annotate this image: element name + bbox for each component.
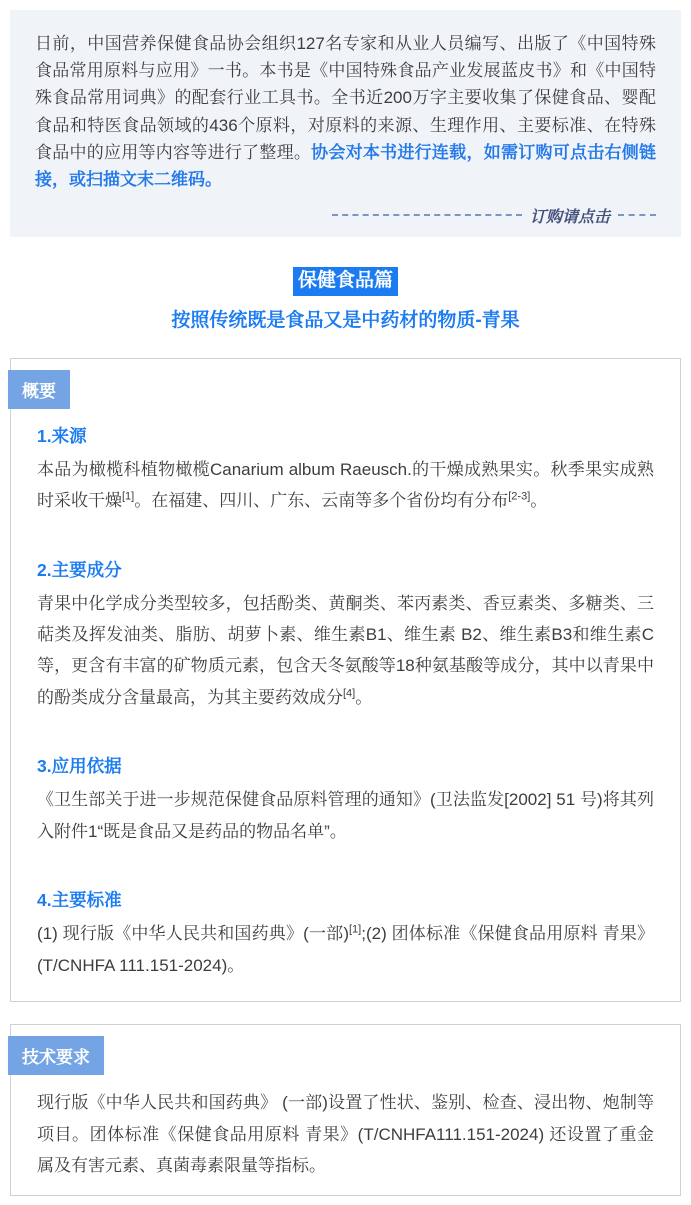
summary-card-tab: 概要 xyxy=(8,370,70,409)
tech-requirements-card xyxy=(10,1024,681,1196)
intro-highlight-text: 协会对本书进行连载，如需订购可点击右侧链接，或扫描文末二维码。 xyxy=(35,142,657,189)
section-application-basis xyxy=(37,753,654,847)
section-paragraph: (1) 现行版《中华人民共和国药典》(一部)[1];(2) 团体标准《保健食品用原料 青果》(T/CNHFA 111.151-2024)。 xyxy=(37,923,654,975)
dashed-divider-right xyxy=(618,214,656,216)
header-area xyxy=(10,267,681,332)
tech-card-paragraph: 现行版《中华人民共和国药典》 (一部)设置了性状、鉴别、检查、浸出物、炮制等项目。团体标准《保健食品用原料 青果》(T/CNHFA111.151-2024) 还设置了重金属及有害元素、真菌毒素限量等指标。 xyxy=(37,1093,654,1175)
tech-card-tab: 技术要求 xyxy=(8,1036,104,1075)
summary-card xyxy=(10,358,681,1002)
category-badge: 保健食品篇 xyxy=(293,267,398,296)
section-heading: 4.主要标准 xyxy=(37,890,122,911)
section-heading: 1.来源 xyxy=(37,425,87,446)
section-components xyxy=(37,557,654,714)
section-heading: 2.主要成分 xyxy=(37,559,122,580)
order-link[interactable]: 订购请点击 xyxy=(529,208,610,226)
section-paragraph: 青果中化学成分类型较多，包括酚类、黄酮类、苯丙素类、香豆素类、多糖类、三萜类及挥发油类、脂肪、胡萝卜素、维生素B1、维生素 B2、维生素B3和维生素C等，更含有丰富的矿物质元素，包含天冬氨酸等18种氨基酸等成分，其中以青果中的酚类成分含量最高，为其主要药效成分[4]。 xyxy=(37,593,654,707)
intro-paragraph xyxy=(35,30,656,193)
dashed-divider-left xyxy=(332,214,522,216)
bottom-spacer xyxy=(10,1196,681,1205)
section-paragraph: 《卫生部关于进一步规范保健食品原料管理的通知》(卫法监发[2002] 51 号)将其列入附件1“既是食品又是药品的物品名单”。 xyxy=(37,790,654,841)
article-title: 按照传统既是食品又是中药材的物质-青果 xyxy=(171,309,520,331)
section-heading: 3.应用依据 xyxy=(37,756,122,777)
order-row xyxy=(35,201,656,229)
intro-body-text: 日前，中国营养保健食品协会组织127名专家和从业人员编写、出版了《中国特殊食品常用原料与应用》一书。本书是《中国特殊食品产业发展蓝皮书》和《中国特殊食品常用词典》的配套行业工具书。全书近200万字主要收集了保健食品、婴配食品和特医食品领域的436个原料，对原料的来源、生理作用、主要标准、在特殊食品中的应用等内容等进行了整理。 xyxy=(35,34,656,162)
intro-block xyxy=(10,10,681,237)
section-source xyxy=(37,423,654,517)
section-paragraph: 本品为橄榄科植物橄榄Canarium album Raeusch.的干燥成熟果实。秋季果实成熟时采收干燥[1]。在福建、四川、广东、云南等多个省份均有分布[2-3]。 xyxy=(37,459,654,511)
section-main-standards xyxy=(37,887,654,981)
